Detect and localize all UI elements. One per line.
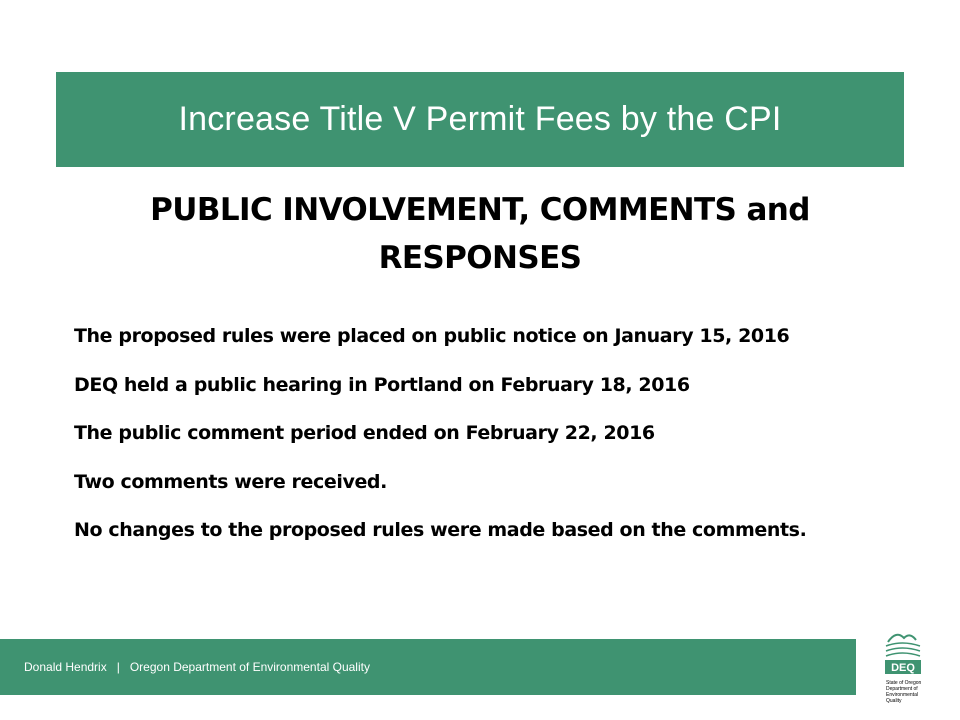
- footer-bar: [0, 639, 856, 695]
- bullet-item: Two comments were received.: [74, 470, 387, 493]
- bullet-item: The proposed rules were placed on public notice on January 15, 2016: [74, 325, 790, 347]
- hill-line-icon: [886, 643, 920, 646]
- heading-line-2: RESPONSES: [378, 240, 582, 276]
- section-heading: [100, 186, 860, 282]
- logo-caption-line: Environmental: [886, 692, 918, 698]
- heading-line-1: PUBLIC INVOLVEMENT, COMMENTS and: [150, 192, 810, 228]
- hill-line-icon: [886, 648, 920, 651]
- deq-wordmark: DEQ: [891, 662, 915, 674]
- bullet-item: The public comment period ended on February 22, 2016: [74, 422, 655, 444]
- deq-logo-mark: [882, 628, 942, 680]
- bullet-list: [74, 320, 874, 563]
- slide-title: Increase Title V Permit Fees by the CPI: [178, 100, 782, 138]
- title-bar: [56, 72, 904, 167]
- logo-caption-line: State of Oregon: [886, 680, 922, 686]
- mountain-icon: [888, 635, 916, 642]
- footer-organization: Oregon Department of Environmental Quality: [129, 660, 370, 674]
- footer-separator: |: [116, 660, 120, 674]
- footer-text: [24, 660, 370, 674]
- water-line-icon: [886, 653, 920, 656]
- bullet-item: No changes to the proposed rules were made based on the comments.: [74, 519, 807, 541]
- logo-caption-line: Department of: [886, 686, 918, 692]
- bullet-item: DEQ held a public hearing in Portland on February 18, 2016: [74, 373, 690, 396]
- logo-caption-line: Quality: [886, 698, 902, 704]
- deq-logo: [882, 628, 942, 712]
- footer-presenter: Donald Hendrix: [24, 660, 107, 674]
- logo-caption: [886, 680, 938, 704]
